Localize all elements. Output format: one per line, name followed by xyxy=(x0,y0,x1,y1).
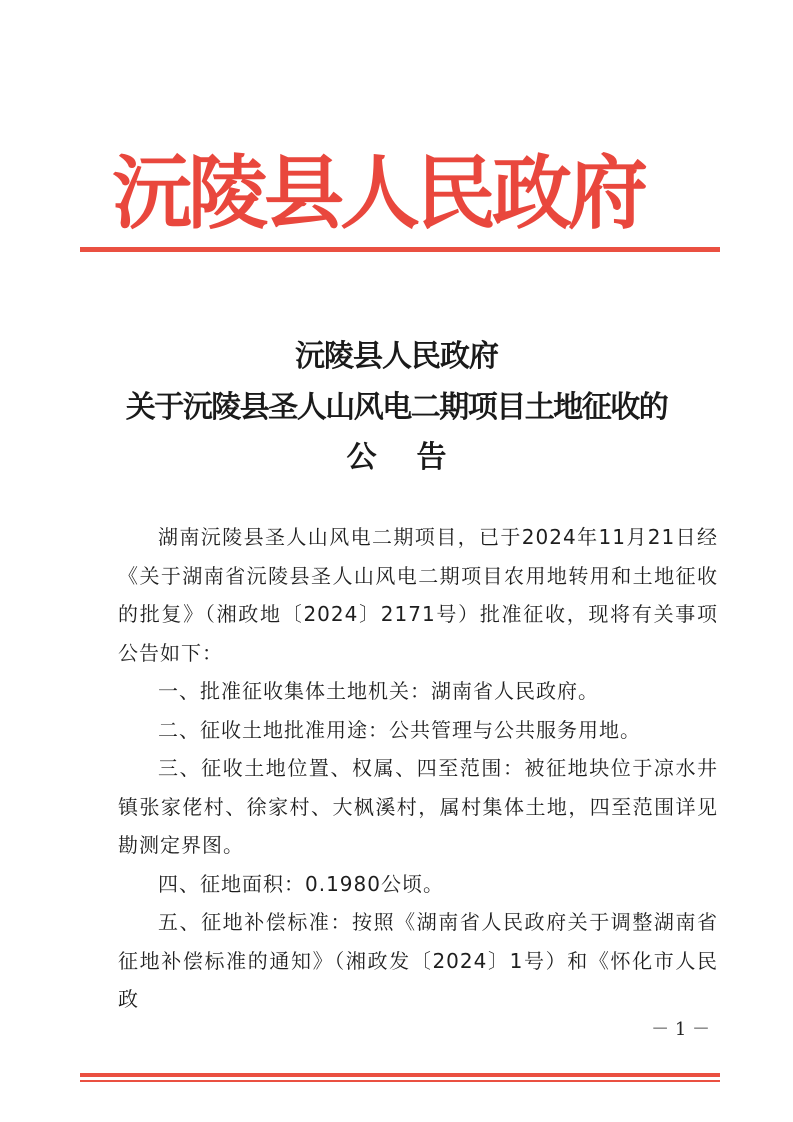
body-paragraph-area: 四、征地面积：0.1980公顷。 xyxy=(158,871,444,896)
document-title-line-1: 沅陵县人民政府 xyxy=(295,339,498,374)
document-body xyxy=(118,518,718,1019)
body-paragraph-authority: 一、批准征收集体土地机关：湖南省人民政府。 xyxy=(158,679,599,703)
document-title-line-3: 公告 xyxy=(346,440,487,475)
body-paragraph-purpose: 二、征收土地批准用途：公共管理与公共服务用地。 xyxy=(158,717,641,742)
body-paragraph-location: 三、征收土地位置、权属、四至范围：被征地块位于凉水井镇张家佬村、徐家村、大枫溪村，属村集体土地，四至范围详见勘测定界图。 xyxy=(118,756,718,857)
footer-red-rule-thin xyxy=(80,1080,720,1082)
masthead-red-rule xyxy=(80,247,720,252)
body-paragraph-compensation: 五、征地补偿标准：按照《湖南省人民政府关于调整湖南省征地补偿标准的通知》（湘政发〔2024〕1号）和《怀化市人民政 xyxy=(118,910,718,1011)
document-title-line-2: 关于沅陵县圣人山风电二期项目土地征收的 xyxy=(125,390,668,425)
body-paragraph-intro: 湖南沅陵县圣人山风电二期项目，已于2024年11月21日经《关于湖南省沅陵县圣人山风电二期项目农用地转用和土地征收的批复》（湘政地〔2024〕2171号）批准征收，现将有关事项公告如下： xyxy=(118,525,718,665)
footer-red-rule-thick xyxy=(80,1073,720,1077)
page-number: － 1 － xyxy=(651,1019,710,1040)
masthead-title: 沅陵县人民政府 xyxy=(112,146,644,240)
